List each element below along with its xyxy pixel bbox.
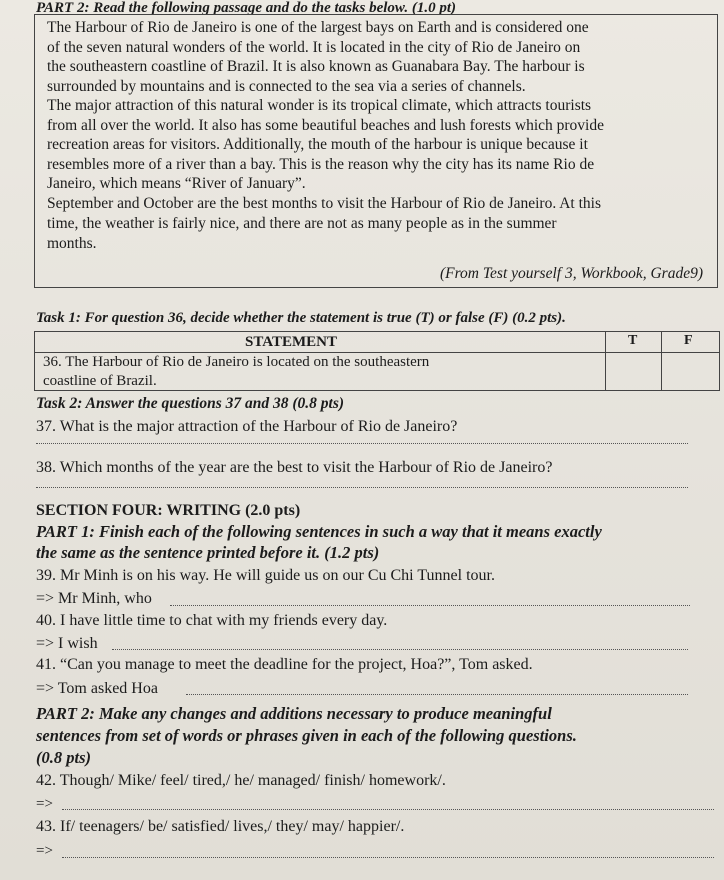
passage-line: from all over the world. It also has some beautiful beaches and lush forests which provide [47,117,604,134]
passage-box [34,14,718,288]
prompt-39: => Mr Minh, who [36,590,152,607]
prompt-41: => Tom asked Hoa [36,680,158,697]
passage-line: of the seven natural wonders of the world. It is located in the city of Rio de Janeiro on [47,39,581,56]
passage-source: (From Test yourself 3, Workbook, Grade9) [439,265,703,282]
question-40: 40. I have little time to chat with my friends every day. [36,612,388,629]
part1-instruction-line1: PART 1: Finish each of the following sentences in such a way that it means exactly [36,522,602,541]
answer-cell-t[interactable] [607,354,659,390]
table-header-statement: STATEMENT [245,334,337,350]
true-false-table [34,331,720,391]
prompt-40: => I wish [36,635,98,652]
question-38: 38. Which months of the year are the best to visit the Harbour of Rio de Janeiro? [36,459,553,476]
part2-heading: PART 2: Read the following passage and do the tasks below. (1.0 pt) [36,0,457,16]
answer-line-37[interactable] [36,443,688,444]
part2-instruction-line3: (0.8 pts) [36,748,91,767]
passage-line: surrounded by mountains and is connected to the sea via a series of channels. [47,78,526,95]
passage-line: months. [47,235,97,252]
question-39: 39. Mr Minh is on his way. He will guide us on our Cu Chi Tunnel tour. [36,567,495,584]
passage-line: The major attraction of this natural wonder is its tropical climate, which attracts tourists [47,97,592,114]
passage-line: recreation areas for visitors. Additionally, the mouth of the harbour is unique because it [47,136,588,153]
passage-line: resembles more of a river than a bay. This is the reason why the city has its name Rio de [47,156,595,173]
passage-line: September and October are the best months to visit the Harbour of Rio de Janeiro. At this [47,195,602,212]
table-header-t: T [628,333,638,348]
statement-36-line1: 36. The Harbour of Rio de Janeiro is located on the southeastern [43,354,430,370]
passage-line: the southeastern coastline of Brazil. It is also known as Guanabara Bay. The harbour is [47,58,585,75]
question-43: 43. If/ teenagers/ be/ satisfied/ lives,/ they/ may/ happier/. [36,818,405,835]
prompt-43: => [36,843,53,859]
part1-instruction-line2: the same as the sentence printed before it. (1.2 pts) [36,543,380,562]
passage-line: Janeiro, which means “River of January”. [47,175,306,192]
passage-line: The Harbour of Rio de Janeiro is one of the largest bays on Earth and is considered one [47,19,589,36]
question-37: 37. What is the major attraction of the Harbour of Rio de Janeiro? [36,418,458,435]
answer-line-42[interactable] [62,809,714,810]
answer-line-39[interactable] [170,605,690,606]
question-41: 41. “Can you manage to meet the deadline for the project, Hoa?”, Tom asked. [36,656,533,673]
answer-line-38[interactable] [36,487,688,488]
table-header-f: F [684,333,693,348]
section-four-heading: SECTION FOUR: WRITING (2.0 pts) [36,502,301,519]
task2-heading: Task 2: Answer the questions 37 and 38 (0.8 pts) [36,395,345,412]
part2-instruction-line1: PART 2: Make any changes and additions necessary to produce meaningful [36,704,552,723]
task1-heading: Task 1: For question 36, decide whether the statement is true (T) or false (F) (0.2 pts). [36,310,566,326]
passage-line: time, the weather is fairly nice, and there are not as many people as in the summer [47,215,557,232]
answer-line-43[interactable] [62,857,714,858]
question-42: 42. Though/ Mike/ feel/ tired,/ he/ managed/ finish/ homework/. [36,772,446,789]
statement-36-line2: coastline of Brazil. [43,373,157,389]
prompt-42: => [36,796,53,812]
part2-instruction-line2: sentences from set of words or phrases given in each of the following questions. [36,726,577,745]
answer-cell-f[interactable] [663,354,719,390]
answer-line-41[interactable] [186,694,688,695]
answer-line-40[interactable] [112,649,688,650]
